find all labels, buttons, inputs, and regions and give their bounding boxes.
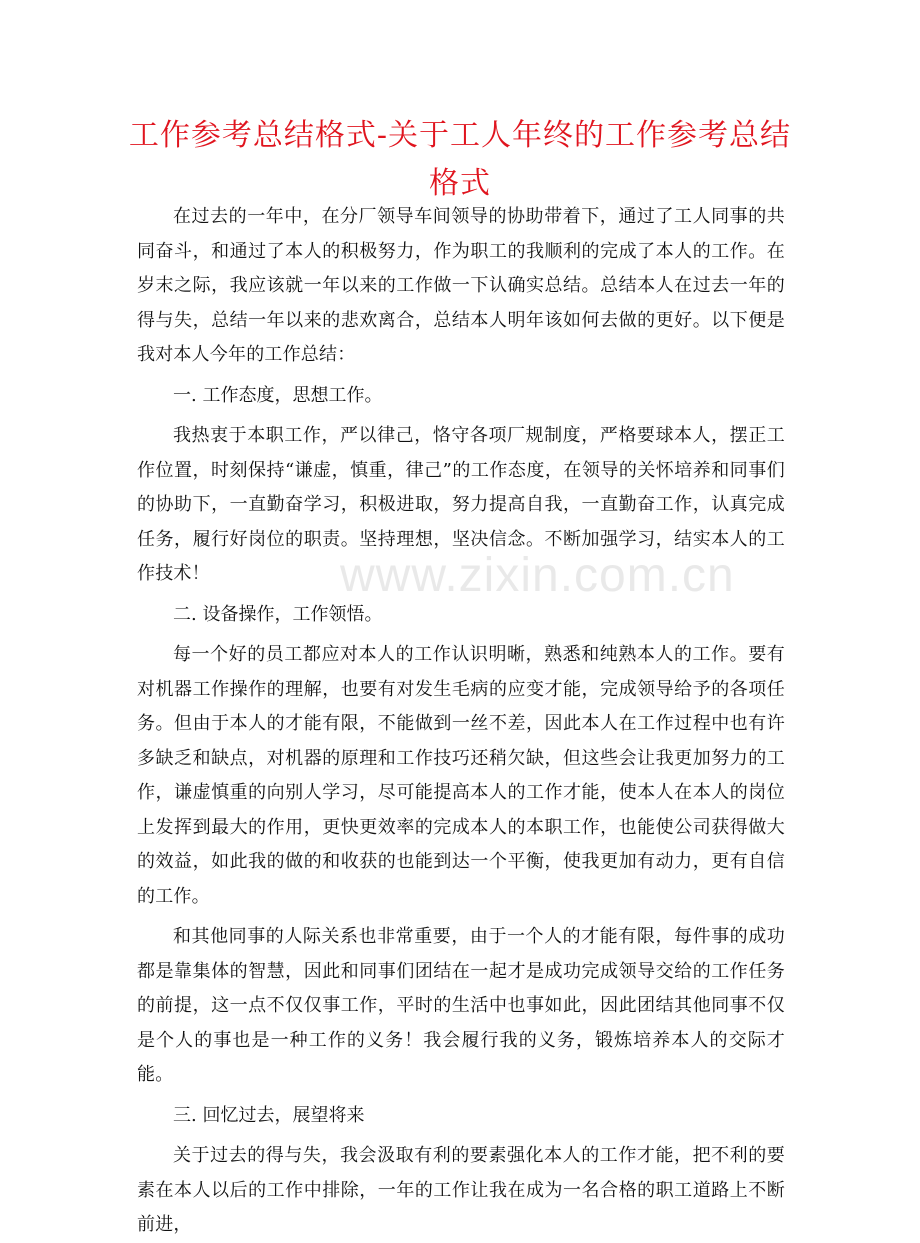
section-2-paragraph-2: 和其他同事的人际关系也非常重要，由于一个人的才能有限，每件事的成功都是靠集体的智慧，因此和同事们团结在一起才是成功完成领导交给的工作任务的前提，这一点不仅仅事工作，平时的生活中也事如此，因此团结其他同事不仅是个人的事也是一种工作的义务！我会履行我的义务，锻炼培养本人的交际才能。 [137, 926, 785, 1085]
watermark: www.zixin.com.cn [340, 549, 735, 602]
intro-paragraph: 在过去的一年中，在分厂领导车间领导的协助带着下，通过了工人同事的共同奋斗，和通过了本人的积极努力，作为职工的我顺利的完成了本人的工作。在岁末之际，我应该就一年以来的工作做一下认确实总结。总结本人在过去一年的得与失，总结一年以来的悲欢离合，总结本人明年该如何去做的更好。以下便是我对本人今年的工作总结： [137, 206, 785, 365]
section-2-paragraph-1: 每一个好的员工都应对本人的工作认识明晰，熟悉和纯熟本人的工作。要有对机器工作操作的理解，也要有对发生毛病的应变才能，完成领导给予的各项任务。但由于本人的才能有限，不能做到一丝不差，因此本人在工作过程中也有许多缺乏和缺点，对机器的原理和工作技巧还稍欠缺，但这些会让我更加努力的工作，谦虚慎重的向别人学习，尽可能提高本人的工作才能，使本人在本人的岗位上发挥到最大的作用，更快更效率的完成本人的本职工作，也能使公司获得做大的效益，如此我的做的和收获的也能到达一个平衡，使我更加有动力，更有自信的工作。 [137, 644, 785, 907]
section-3-paragraph: 关于过去的得与失，我会汲取有利的要素强化本人的工作才能，把不利的要素在本人以后的工作中排除，一年的工作让我在成为一名合格的职工道路上不断前进， [137, 1145, 785, 1235]
section-heading-1: 一. 工作态度，思想工作。 [173, 384, 383, 406]
section-heading-2: 二. 设备操作，工作领悟。 [173, 603, 383, 625]
document-body [137, 200, 785, 1243]
section-1-paragraph: 我热衷于本职工作，严以律己，恪守各项厂规制度，严格要球本人，摆正工作位置，时刻保持“谦虚，慎重，律己”的工作态度，在领导的关怀培养和同事们的协助下，一直勤奋学习，积极进取，努力提高自我，一直勤奋工作，认真完成任务，履行好岗位的职责。坚持理想，坚决信念。不断加强学习，结实本人的工作技术！ [137, 425, 785, 584]
section-heading-3: 三. 回忆过去，展望将来 [173, 1104, 365, 1126]
document-title: 工作参考总结格式-关于工人年终的工作参考总结格式 [128, 118, 792, 201]
